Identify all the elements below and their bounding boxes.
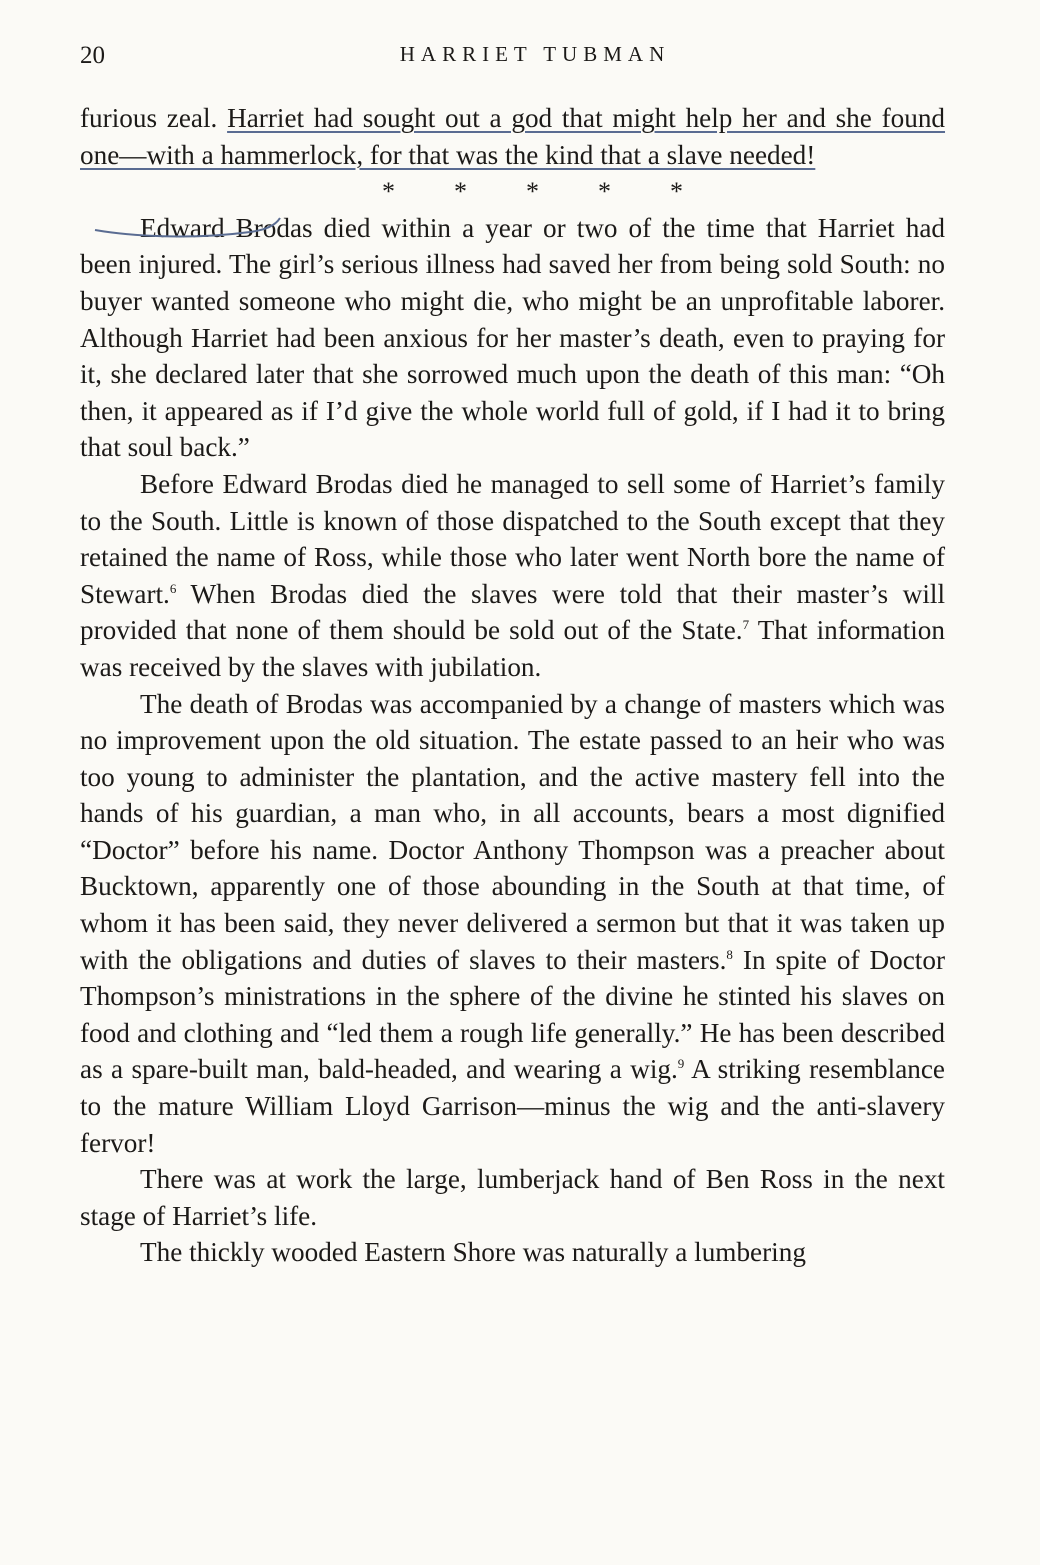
paragraph: Edward Brodas died within a year or two of the time that Harriet had been injured. The girl’s serious illness had saved her from being sold South: no buyer wanted someone who might die, who might be an unprofitable laborer. Although Harriet had been anxious for her master’s death, even to praying for it, she declared later that she sorrowed much upon the death of this man: “Oh then, it appeared as if I’d give the whole world full of gold, if I had it to bring that soul back.” (80, 212, 945, 463)
asterisk: * (382, 177, 395, 207)
asterisk: * (598, 177, 611, 207)
paragraph: The thickly wooded Eastern Shore was naturally a lumbering (140, 1237, 806, 1268)
asterisk: * (526, 177, 539, 207)
paragraph-text: The death of Brodas was accompanied by a change of masters which was no improvement upon the old situation. The estate passed to an heir who was too young to administer the plantation, and the active mastery fell into the hands of his guardian, a man who, in all accounts, bears a most dignified “Doctor” before his name. Doctor Anthony Thompson was a preacher about Bucktown, apparently one of those abounding in the South at that time, of whom it has been said, they never delivered a sermon but that it was taken up with the obligations and duties of slaves to their masters. (80, 688, 945, 975)
page-header (80, 38, 950, 74)
paragraph (80, 686, 945, 1162)
body-text (80, 100, 945, 1271)
paragraph-text: A striking resemblance to the mature William Lloyd Garrison—minus the wig and the anti-slavery fervor! (80, 1054, 946, 1158)
asterisk: * (670, 177, 683, 207)
footnote-marker: 8 (726, 946, 733, 962)
section-separator (80, 173, 945, 210)
paragraph: There was at work the large, lumberjack hand of Ben Ross in the next stage of Harriet’s life. (80, 1164, 945, 1231)
paragraph-text: In spite of Doctor Thompson’s ministrations in the sphere of the divine he stinted his slaves on food and clothing and “led them a rough life generally.” He has been described as a spare-built man, bald-headed, and wearing a wig. (80, 944, 946, 1085)
paragraph-continuation (80, 100, 945, 173)
footnote-marker: 6 (169, 580, 177, 596)
paragraph-text: Before Edward Brodas died he managed to sell some of Harriet’s family to the South. Little is known of those dispatched to the South except that they retained the name of Ross, while those who later went North bore the name of Stewart. (80, 468, 945, 609)
footnote-marker: 9 (677, 1056, 685, 1072)
paragraph-text: When Brodas died the slaves were told that their master’s will provided that none of them should be sold out of the State. (80, 578, 945, 646)
page-number: 20 (80, 42, 105, 69)
asterisk: * (454, 177, 467, 207)
paragraph-text: That information was received by the slaves with jubilation. (80, 615, 945, 682)
footnote-marker: 7 (742, 617, 750, 633)
paragraph-text: furious zeal. (80, 103, 228, 133)
running-title: HARRIET TUBMAN (399, 42, 671, 66)
underlined-passage: Harriet had sought out a god that might help her and she found one—with a hammerlock, for that was the kind that a slave needed! (80, 103, 946, 170)
paragraph (80, 466, 945, 686)
